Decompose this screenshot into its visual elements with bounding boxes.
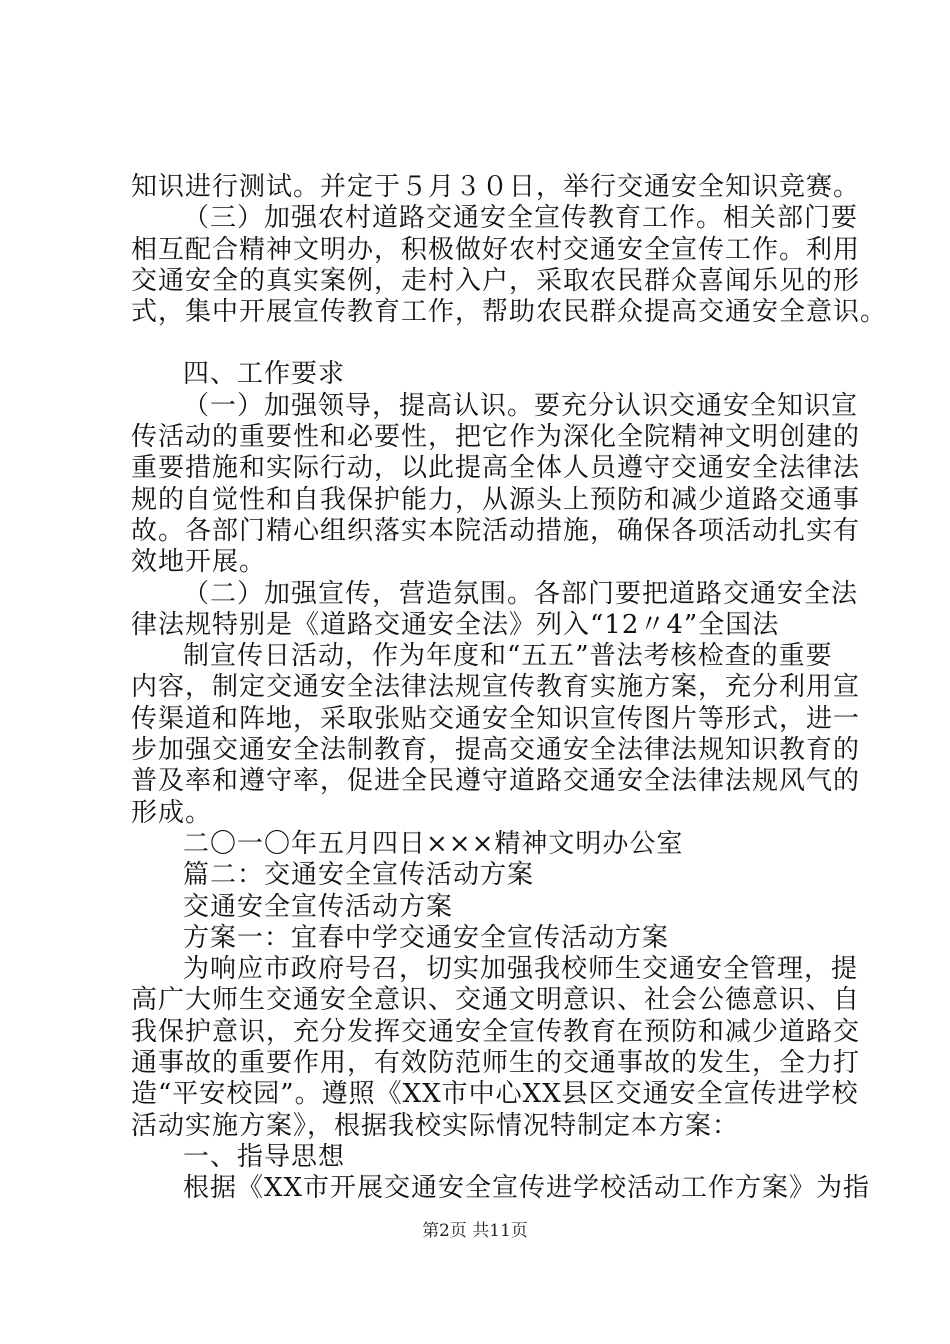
text-line: 效地开展。 bbox=[131, 547, 267, 578]
page-number-footer: 第2页 共11页 bbox=[422, 1221, 528, 1241]
text-line: 高广大师生交通安全意识、交通文明意识、社会公德意识、自 bbox=[131, 985, 861, 1016]
text-line: 交通安全的真实案例，走村入户，采取农民群众喜闻乐见的形 bbox=[131, 265, 861, 296]
text-line: 形成。 bbox=[131, 797, 213, 828]
text-line: 传活动的重要性和必要性，把它作为深化全院精神文明创建的 bbox=[131, 422, 861, 453]
section-heading: 一、指导思想 bbox=[183, 1141, 346, 1172]
text-line: 为响应市政府号召，切实加强我校师生交通安全管理，提 bbox=[183, 954, 859, 985]
text-line: 相互配合精神文明办，积极做好农村交通安全宣传工作。利用 bbox=[131, 234, 861, 265]
text-line: （三）加强农村道路交通安全宣传教育工作。相关部门要 bbox=[183, 203, 859, 234]
text-line: 制宣传日活动，作为年度和“五五”普法考核检查的重要 bbox=[183, 641, 833, 672]
text-line: 造“平安校园”。遵照《XX市中心XX县区交通安全宣传进学校 bbox=[131, 1079, 859, 1110]
text-line: 故。各部门精心组织落实本院活动措施，确保各项活动扎实有 bbox=[131, 515, 861, 546]
text-line: 普及率和遵守率，促进全民遵守道路交通安全法律法规风气的 bbox=[131, 766, 861, 797]
text-line: 我保护意识，充分发挥交通安全宣传教育在预防和减少道路交 bbox=[131, 1016, 861, 1047]
section-heading: 四、工作要求 bbox=[183, 359, 346, 390]
text-line: 规的自觉性和自我保护能力，从源头上预防和减少道路交通事 bbox=[131, 484, 861, 515]
text-line: 通事故的重要作用，有效防范师生的交通事故的发生，全力打 bbox=[131, 1048, 861, 1079]
text-line: 步加强交通安全法制教育，提高交通安全法律法规知识教育的 bbox=[131, 735, 861, 766]
text-line: 重要措施和实际行动，以此提高全体人员遵守交通安全法律法 bbox=[131, 453, 861, 484]
section-heading: 方案一：宜春中学交通安全宣传活动方案 bbox=[183, 922, 670, 953]
paragraph-gap bbox=[131, 328, 831, 359]
section-heading: 交通安全宣传活动方案 bbox=[183, 891, 454, 922]
text-line: 内容，制定交通安全法律法规宣传教育实施方案，充分利用宣 bbox=[131, 672, 861, 703]
text-line: 式，集中开展宣传教育工作，帮助农民群众提高交通安全意识。 bbox=[131, 297, 888, 328]
text-line: （二）加强宣传，营造氛围。各部门要把道路交通安全法 bbox=[183, 578, 859, 609]
text-line: 传渠道和阵地，采取张贴交通安全知识宣传图片等形式，进一 bbox=[131, 703, 861, 734]
signature-line: 二〇一〇年五月四日×××精神文明办公室 bbox=[183, 828, 684, 859]
section-heading: 篇二：交通安全宣传活动方案 bbox=[183, 860, 535, 891]
text-line: 活动实施方案》，根据我校实际情况特制定本方案： bbox=[131, 1110, 740, 1141]
document-body bbox=[131, 172, 888, 1205]
text-line: 根据《XX市开展交通安全宣传进学校活动工作方案》为指 bbox=[183, 1173, 871, 1204]
text-line: 律法规特别是《道路交通安全法》列入“12〃4”全国法 bbox=[131, 609, 780, 640]
text-line: 知识进行测试。并定于５月３０日，举行交通安全知识竞赛。 bbox=[131, 172, 861, 202]
text-line: （一）加强领导，提高认识。要充分认识交通安全知识宣 bbox=[183, 390, 859, 421]
